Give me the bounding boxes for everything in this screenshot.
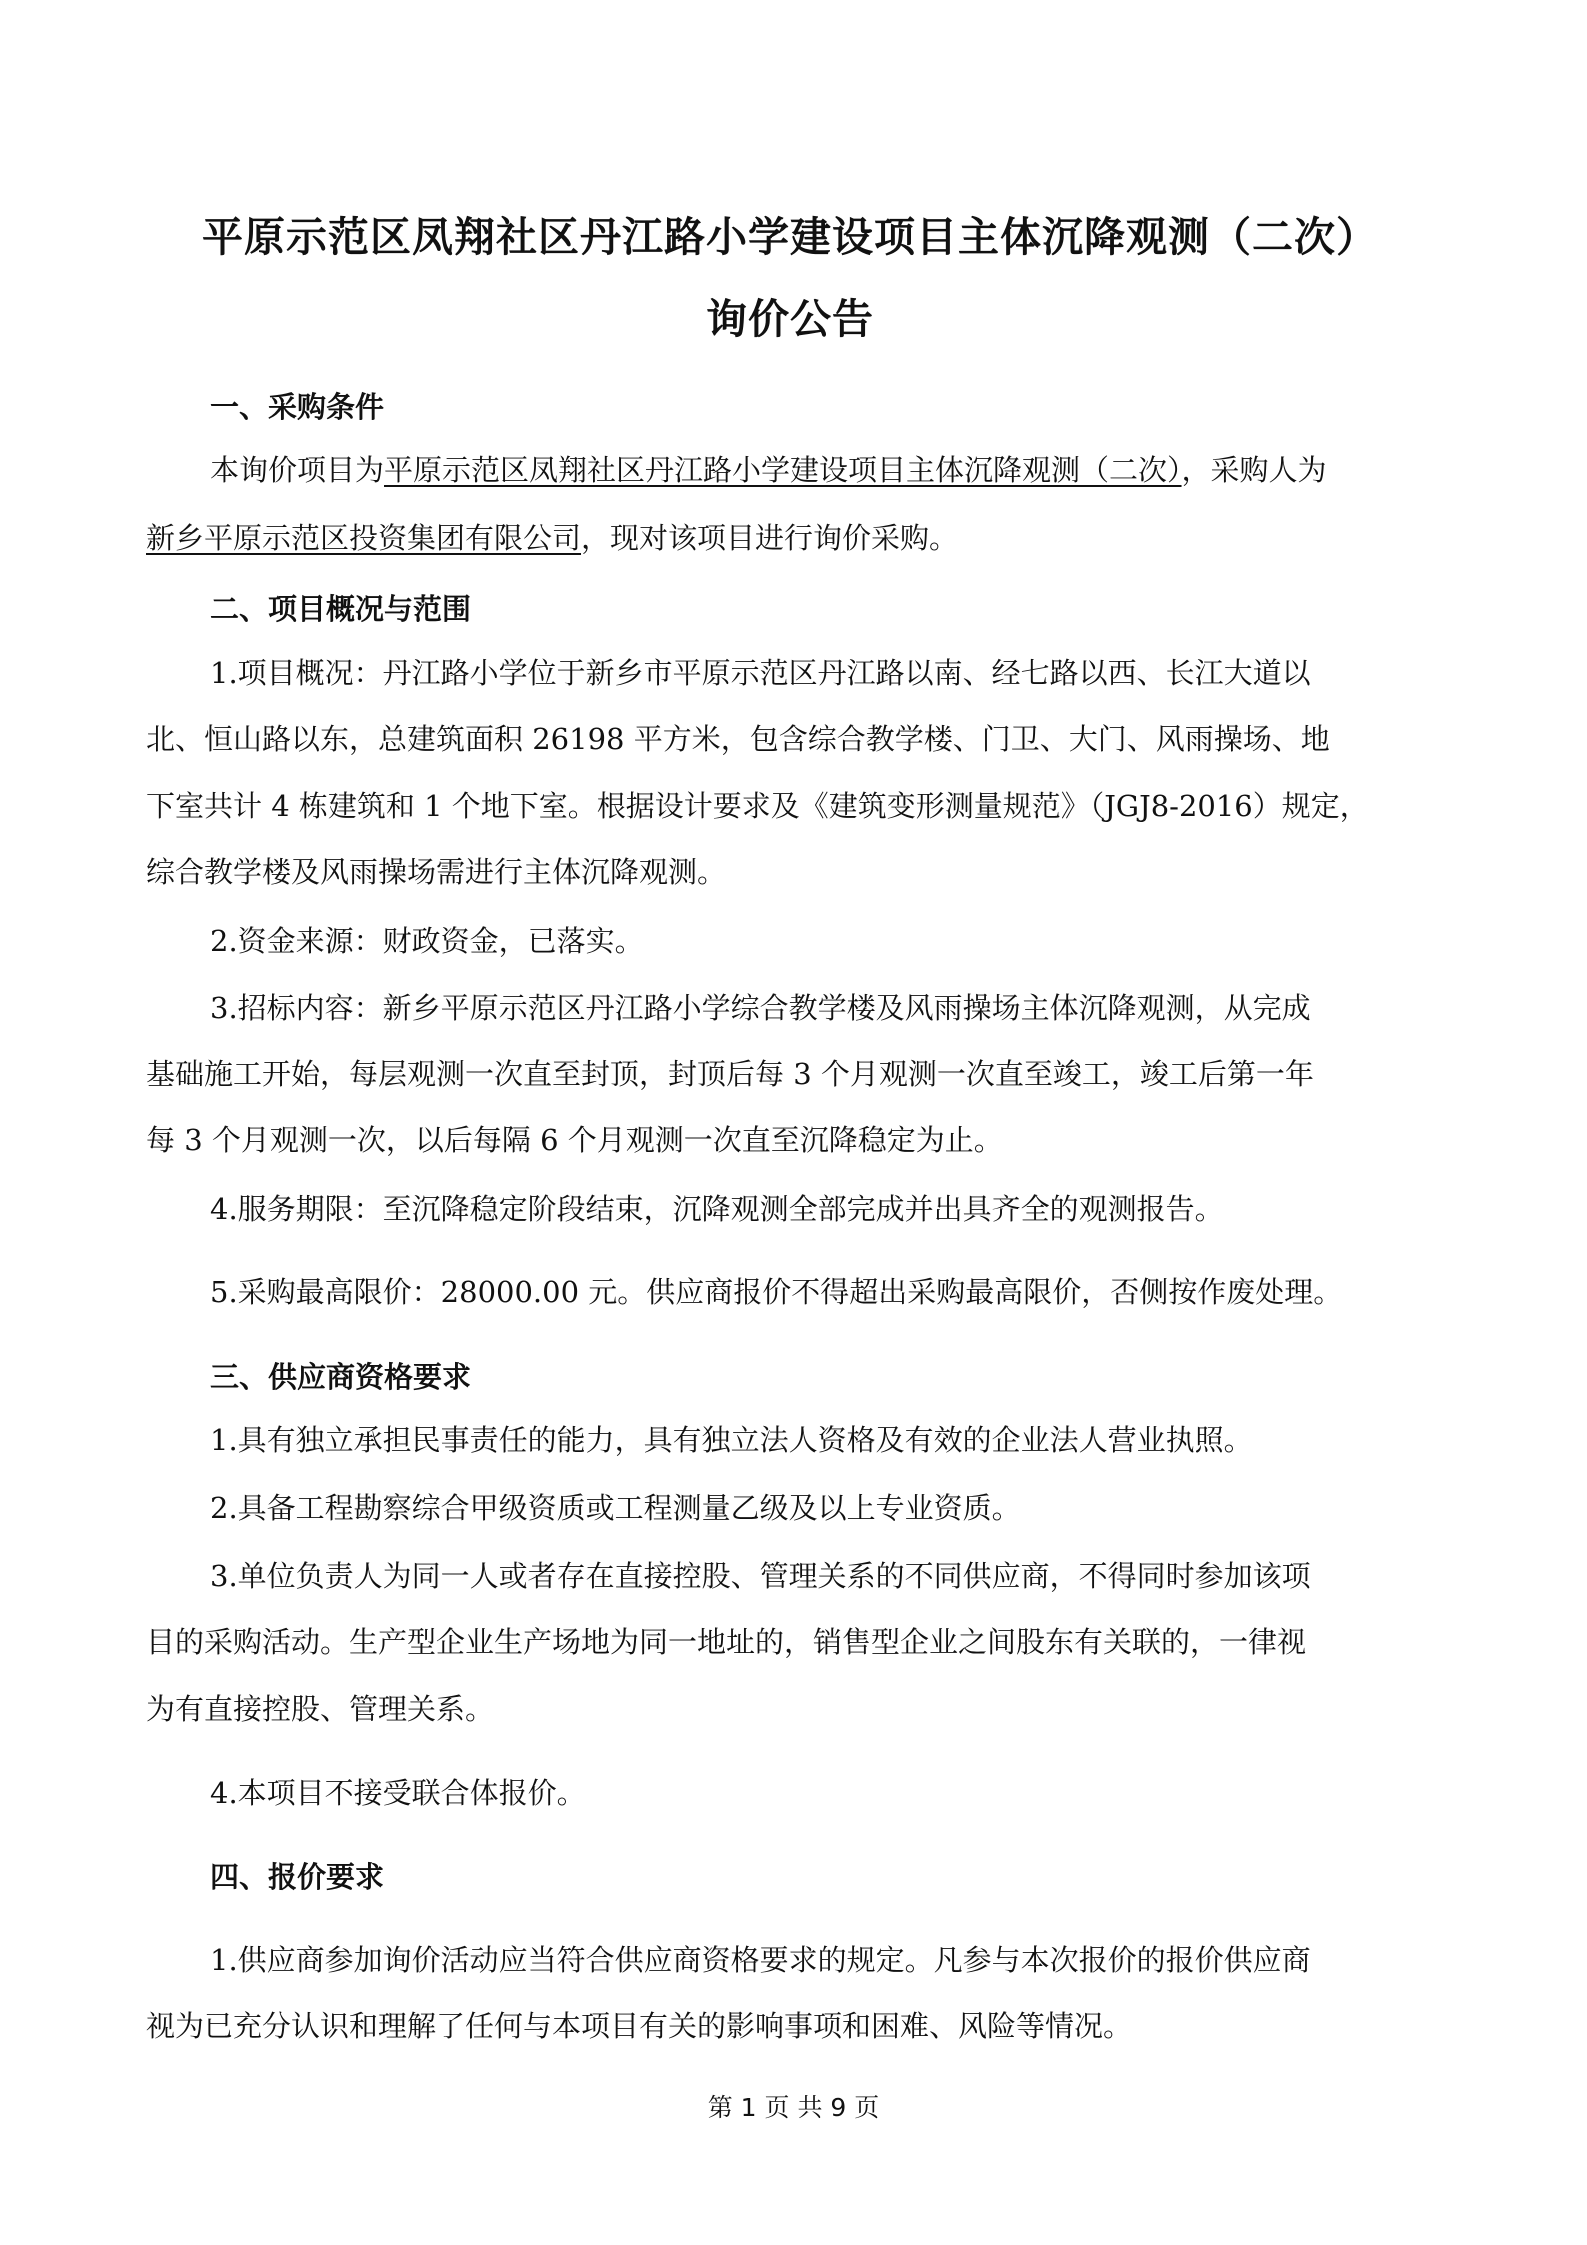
requirement-item-3-line-1: 3.单位负责人为同一人或者存在直接控股、管理关系的不同供应商，不得同时参加该项 (210, 1559, 1311, 1593)
section-heading-quotation-requirements: 四、报价要求 (210, 1860, 385, 1894)
quotation-item-1-line-2: 视为已充分认识和理解了任何与本项目有关的影响事项和困难、风险等情况。 (146, 2009, 1133, 2043)
overview-item-1-line-2: 北、恒山路以东，总建筑面积 26198 平方米，包含综合教学楼、门卫、大门、风雨操场、地 (146, 722, 1330, 756)
section-heading-project-overview: 二、项目概况与范围 (210, 592, 472, 626)
text-mid: ，采购人为 (1181, 453, 1327, 487)
quotation-item-1-line-1: 1.供应商参加询价活动应当符合供应商资格要求的规定。凡参与本次报价的报价供应商 (210, 1943, 1311, 1977)
overview-item-1-line-3: 下室共计 4 栋建筑和 1 个地下室。根据设计要求及《建筑变形测量规范》（JGJ8-2016）规定， (146, 789, 1369, 823)
section-heading-purchase-conditions: 一、采购条件 (210, 390, 385, 424)
document-title-line-2: 询价公告 (706, 295, 874, 343)
requirement-item-1: 1.具有独立承担民事责任的能力，具有独立法人资格及有效的企业法人营业执照。 (210, 1423, 1253, 1457)
paragraph-purchase-conditions-line-2 (146, 518, 958, 558)
paragraph-purchase-conditions-line-1 (210, 450, 1327, 490)
overview-item-3-line-3: 每 3 个月观测一次，以后每隔 6 个月观测一次直至沉降稳定为止。 (146, 1123, 1003, 1157)
text-suffix: ，现对该项目进行询价采购。 (581, 521, 959, 555)
overview-item-1-line-4: 综合教学楼及风雨操场需进行主体沉降观测。 (146, 855, 727, 889)
overview-item-1-line-1: 1.项目概况：丹江路小学位于新乡市平原示范区丹江路以南、经七路以西、长江大道以 (210, 656, 1311, 690)
requirement-item-2: 2.具备工程勘察综合甲级资质或工程测量乙级及以上专业资质。 (210, 1491, 1021, 1525)
section-heading-supplier-requirements: 三、供应商资格要求 (210, 1360, 472, 1394)
requirement-item-3-line-2: 目的采购活动。生产型企业生产场地为同一地址的，销售型企业之间股东有关联的，一律视 (146, 1625, 1307, 1659)
document-title-line-1: 平原示范区凤翔社区丹江路小学建设项目主体沉降观测（二次） (202, 213, 1378, 261)
page-number-footer: 第 1 页 共 9 页 (707, 2093, 880, 2122)
purchaser-name: 新乡平原示范区投资集团有限公司 (146, 521, 582, 555)
overview-item-2: 2.资金来源：财政资金，已落实。 (210, 924, 644, 958)
overview-item-3-line-1: 3.招标内容：新乡平原示范区丹江路小学综合教学楼及风雨操场主体沉降观测，从完成 (210, 991, 1311, 1025)
overview-item-3-line-2: 基础施工开始，每层观测一次直至封顶，封顶后每 3 个月观测一次直至竣工，竣工后第一年 (146, 1057, 1314, 1091)
text-prefix: 本询价项目为 (210, 453, 385, 487)
requirement-item-4: 4.本项目不接受联合体报价。 (210, 1776, 586, 1810)
overview-item-4: 4.服务期限：至沉降稳定阶段结束，沉降观测全部完成并出具齐全的观测报告。 (210, 1192, 1224, 1226)
overview-item-5: 5.采购最高限价：28000.00 元。供应商报价不得超出采购最高限价，否侧按作废处理。 (210, 1275, 1343, 1309)
project-name: 平原示范区凤翔社区丹江路小学建设项目主体沉降观测（二次） (384, 453, 1182, 487)
requirement-item-3-line-3: 为有直接控股、管理关系。 (146, 1692, 495, 1726)
